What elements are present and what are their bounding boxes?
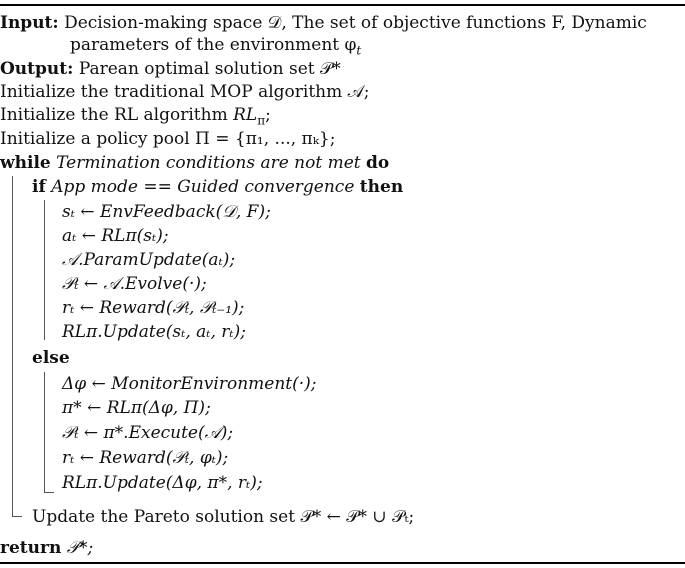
top-rule: [0, 4, 685, 6]
if-step-4: 𝒫ₜ ← 𝒜.Evolve(·);: [62, 274, 207, 294]
return-line: [0, 537, 93, 559]
while-block-bar: [12, 176, 13, 516]
if-step-2: aₜ ← RLπ(sₜ);: [62, 226, 169, 246]
else-keyword: else: [32, 348, 70, 368]
if-block-bar: [44, 200, 45, 340]
init-mop-line: Initialize the traditional MOP algorithm 𝒜;: [0, 82, 370, 102]
if-step-3: 𝒜.ParamUpdate(aₜ);: [62, 250, 236, 270]
if-line: [32, 176, 403, 198]
if-condition: App mode == Guided convergence: [51, 177, 355, 197]
else-step-1: Δφ ← MonitorEnvironment(·);: [62, 374, 317, 394]
return-keyword: return: [0, 538, 62, 558]
output-line: [0, 58, 341, 80]
while-block-foot: [12, 516, 22, 517]
init-rl-pre: Initialize the RL algorithm: [0, 105, 234, 125]
output-text: Parean optimal solution set 𝒫*: [78, 59, 341, 79]
return-value: 𝒫*;: [66, 538, 94, 558]
input-text-cont: parameters of the environment φ: [70, 35, 357, 55]
input-text: Decision-making space 𝒟, The set of objective functions F, Dynamic: [64, 13, 647, 33]
bottom-rule: [0, 562, 685, 564]
if-step-1: sₜ ← EnvFeedback(𝒟, F);: [62, 202, 271, 222]
then-keyword: then: [359, 177, 404, 197]
if-step-6: RLπ.Update(sₜ, aₜ, rₜ);: [62, 322, 246, 342]
if-keyword: if: [32, 177, 46, 197]
while-keyword: while: [0, 153, 51, 173]
init-rl-post: ;: [265, 105, 271, 125]
output-label: Output:: [0, 59, 74, 79]
if-step-5: rₜ ← Reward(𝒫ₜ, 𝒫ₜ₋₁);: [62, 298, 245, 318]
else-step-5: RLπ.Update(Δφ, π*, rₜ);: [62, 473, 263, 493]
else-step-2: π* ← RLπ(Δφ, Π);: [62, 398, 211, 418]
while-condition: Termination conditions are not met: [56, 153, 361, 173]
while-line: [0, 152, 389, 174]
do-keyword: do: [366, 153, 390, 173]
init-policy-line: Initialize a policy pool Π = {π₁, ..., πₖ};: [0, 129, 336, 149]
init-rl-sub: π: [257, 113, 266, 128]
else-step-4: rₜ ← Reward(𝒫ₜ, φₜ);: [62, 448, 229, 468]
else-step-3: 𝒫ₜ ← π*.Execute(𝒜);: [62, 423, 234, 443]
else-line: [32, 347, 70, 369]
init-rl-math: RL: [233, 105, 258, 125]
input-line: [0, 12, 647, 34]
update-line: Update the Pareto solution set 𝒫* ← 𝒫* ∪ 𝒫ₜ;: [32, 507, 415, 527]
input-label: Input:: [0, 13, 59, 33]
else-block-foot: [44, 492, 54, 493]
else-block-bar: [44, 372, 45, 492]
input-sub: t: [356, 43, 362, 58]
